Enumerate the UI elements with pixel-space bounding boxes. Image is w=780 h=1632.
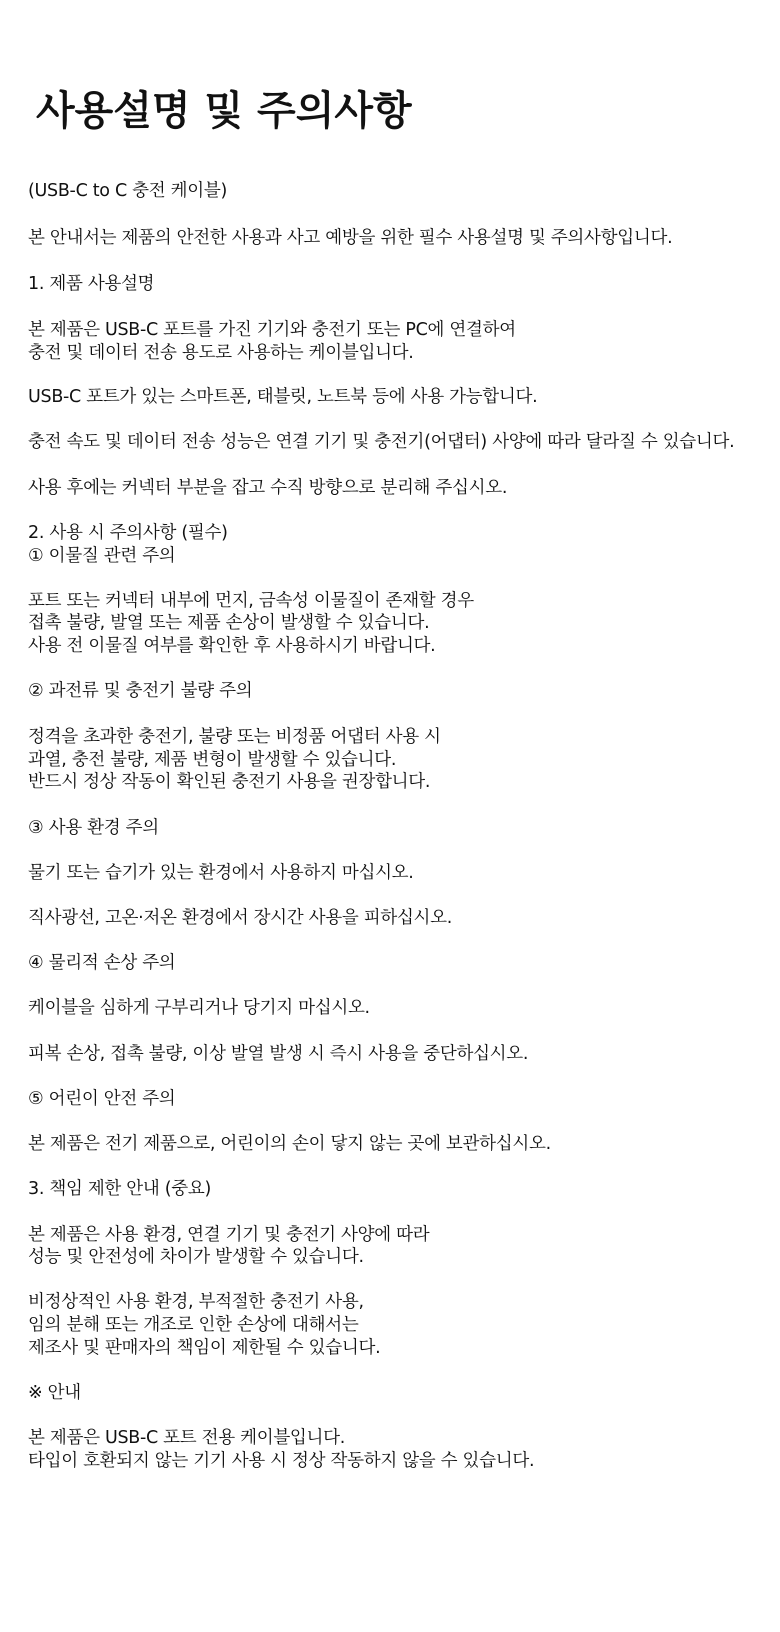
paragraph-line: 정격을 초과한 충전기, 불량 또는 비정품 어댑터 사용 시 bbox=[28, 727, 441, 747]
page-title: 사용설명 및 주의사항 bbox=[36, 88, 412, 134]
notice-heading: ※ 안내 bbox=[28, 1383, 81, 1403]
intro-paragraph: 본 안내서는 제품의 안전한 사용과 사고 예방을 위한 필수 사용설명 및 주의사항입니다. bbox=[28, 228, 673, 248]
subheading-environment: ③ 사용 환경 주의 bbox=[28, 818, 159, 838]
paragraph-line: 본 제품은 사용 환경, 연결 기기 및 충전기 사양에 따라 bbox=[28, 1225, 430, 1245]
paragraph-line: 포트 또는 커넥터 내부에 먼지, 금속성 이물질이 존재할 경우 bbox=[28, 591, 474, 611]
paragraph-line: 과열, 충전 불량, 제품 변형이 발생할 수 있습니다. bbox=[28, 750, 397, 770]
subheading-foreign-matter: ① 이물질 관련 주의 bbox=[28, 546, 176, 566]
paragraph-line: 본 제품은 USB-C 포트를 가진 기기와 충전기 또는 PC에 연결하여 bbox=[28, 320, 516, 340]
paragraph-line: 성능 및 안전성에 차이가 발생할 수 있습니다. bbox=[28, 1247, 364, 1267]
section-heading-cautions: 2. 사용 시 주의사항 (필수) bbox=[28, 523, 228, 543]
paragraph-line: 접촉 불량, 발열 또는 제품 손상이 발생할 수 있습니다. bbox=[28, 613, 430, 633]
paragraph-line: 피복 손상, 접촉 불량, 이상 발열 발생 시 즉시 사용을 중단하십시오. bbox=[28, 1044, 529, 1064]
paragraph-line: 타입이 호환되지 않는 기기 사용 시 정상 작동하지 않을 수 있습니다. bbox=[28, 1451, 535, 1471]
paragraph-line: 사용 전 이물질 여부를 확인한 후 사용하시기 바랍니다. bbox=[28, 636, 436, 656]
paragraph-line: 제조사 및 판매자의 책임이 제한될 수 있습니다. bbox=[28, 1338, 381, 1358]
subtitle: (USB-C to C 충전 케이블) bbox=[28, 181, 227, 201]
paragraph-line: 본 제품은 전기 제품으로, 어린이의 손이 닿지 않는 곳에 보관하십시오. bbox=[28, 1134, 551, 1154]
paragraph-line: 반드시 정상 작동이 확인된 충전기 사용을 권장합니다. bbox=[28, 772, 431, 792]
paragraph-line: 임의 분해 또는 개조로 인한 손상에 대해서는 bbox=[28, 1315, 359, 1335]
subheading-physical-damage: ④ 물리적 손상 주의 bbox=[28, 953, 176, 973]
paragraph-line: USB-C 포트가 있는 스마트폰, 태블릿, 노트북 등에 사용 가능합니다. bbox=[28, 387, 538, 407]
paragraph-line: 사용 후에는 커넥터 부분을 잡고 수직 방향으로 분리해 주십시오. bbox=[28, 478, 508, 498]
section-heading-usage: 1. 제품 사용설명 bbox=[28, 274, 155, 294]
paragraph-line: 물기 또는 습기가 있는 환경에서 사용하지 마십시오. bbox=[28, 863, 414, 883]
paragraph-line: 케이블을 심하게 구부리거나 당기지 마십시오. bbox=[28, 998, 370, 1018]
paragraph-line: 직사광선, 고온·저온 환경에서 장시간 사용을 피하십시오. bbox=[28, 908, 453, 928]
subheading-overcurrent: ② 과전류 및 충전기 불량 주의 bbox=[28, 681, 253, 701]
section-heading-liability: 3. 책임 제한 안내 (중요) bbox=[28, 1179, 212, 1199]
subheading-child-safety: ⑤ 어린이 안전 주의 bbox=[28, 1089, 176, 1109]
paragraph-line: 충전 및 데이터 전송 용도로 사용하는 케이블입니다. bbox=[28, 343, 414, 363]
paragraph-line: 비정상적인 사용 환경, 부적절한 충전기 사용, bbox=[28, 1292, 364, 1312]
paragraph-line: 본 제품은 USB-C 포트 전용 케이블입니다. bbox=[28, 1428, 346, 1448]
paragraph-line: 충전 속도 및 데이터 전송 성능은 연결 기기 및 충전기(어댑터) 사양에 따라 달라질 수 있습니다. bbox=[28, 432, 735, 452]
